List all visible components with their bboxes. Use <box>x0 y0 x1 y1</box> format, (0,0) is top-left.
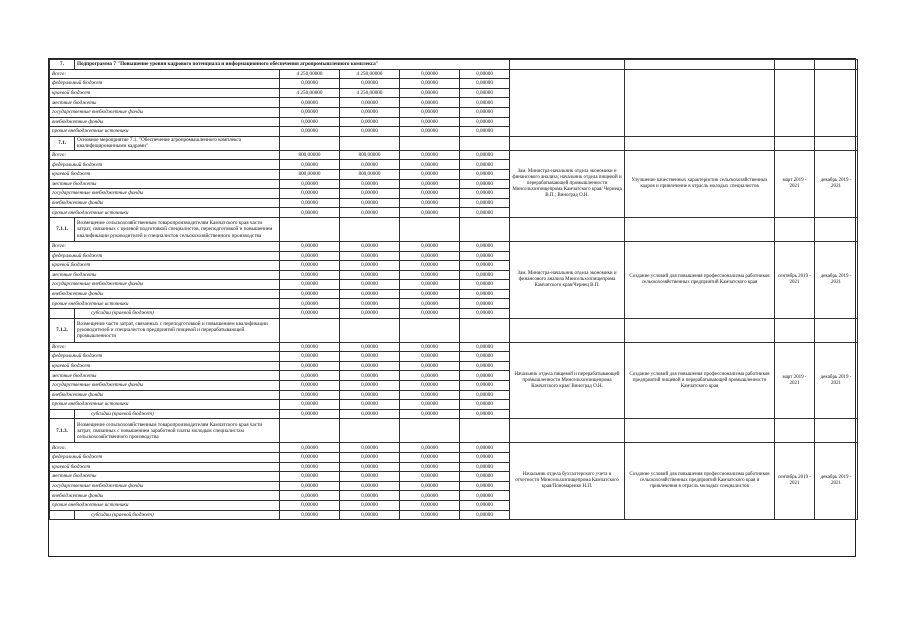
budget-value: 0,00000 <box>460 198 510 208</box>
budget-value: 0,00000 <box>460 127 510 137</box>
responsible-cell: Зам. Министра-начальник отдела экономики и финансового анализа Минсельхозпищепрома Камчатского края/Чернец В.П. <box>510 241 625 318</box>
budget-label: субсидии (краевой бюджет) <box>75 309 280 319</box>
budget-row <box>50 241 858 251</box>
budget-label: внебюджетные фонды <box>50 198 280 208</box>
budget-value: 800,00000 <box>340 150 400 160</box>
budget-value: 0,00000 <box>400 352 460 362</box>
budget-value: 0,00000 <box>400 472 460 482</box>
budget-label: федеральный бюджет <box>50 251 280 261</box>
cell <box>280 217 340 241</box>
cell <box>625 136 775 150</box>
budget-value: 0,00000 <box>280 371 340 381</box>
cell <box>280 136 340 150</box>
budget-value: 0,00000 <box>400 270 460 280</box>
event-index: 7.1.1. <box>50 217 75 241</box>
budget-value: 0,00000 <box>460 179 510 189</box>
budget-value: 0,00000 <box>340 309 400 319</box>
cell <box>340 318 400 342</box>
cell <box>775 217 815 241</box>
budget-value: 0,00000 <box>280 361 340 371</box>
event-index: 7.1.3. <box>50 419 75 443</box>
budget-value: 0,00000 <box>460 462 510 472</box>
cell <box>50 510 75 520</box>
program-header-row <box>50 60 858 70</box>
budget-value: 0,00000 <box>340 208 400 218</box>
budget-value: 0,00000 <box>280 299 340 309</box>
budget-value: 0,00000 <box>400 251 460 261</box>
budget-value: 0,00000 <box>280 241 340 251</box>
budget-label: Всего: <box>50 241 280 251</box>
budget-value: 0,00000 <box>400 361 460 371</box>
cell <box>460 318 510 342</box>
budget-value: 0,00000 <box>400 443 460 453</box>
cell <box>50 409 75 419</box>
budget-value: 0,00000 <box>280 251 340 261</box>
budget-value: 0,00000 <box>280 453 340 463</box>
responsible-cell: Начальник отдела пищевой и перерабатывающей промышленности Минсельхозпищепрома Камчатского края/ Виноград О.Н. <box>510 342 625 419</box>
budget-label: Всего: <box>50 342 280 352</box>
budget-value: 0,00000 <box>400 299 460 309</box>
cell <box>625 217 775 241</box>
event-header-row <box>50 318 858 342</box>
budget-value: 0,00000 <box>400 342 460 352</box>
end-date-cell: декабрь 2019 - 2021 <box>815 342 858 419</box>
budget-value: 0,00000 <box>340 381 400 391</box>
budget-label: прочие внебюджетные источники <box>50 500 280 510</box>
budget-label: внебюджетные фонды <box>50 289 280 299</box>
budget-value: 0,00000 <box>280 481 340 491</box>
budget-value: 0,00000 <box>460 443 510 453</box>
budget-value: 0,00000 <box>460 390 510 400</box>
result-cell: Создание условий для повышения профессионализма работников сельскохозяйственных предприятий Камчатского края и привлечения в отрасль молодых специалистов <box>625 443 775 520</box>
budget-value: 0,00000 <box>460 79 510 89</box>
budget-row <box>50 69 858 79</box>
event-title: Основное мероприятие 7.1. "Обеспечение агропромышленного комплекса квалифицированными кадрами" <box>75 136 280 150</box>
budget-value: 0,00000 <box>280 500 340 510</box>
budget-value: 0,00000 <box>400 107 460 117</box>
cell <box>510 217 625 241</box>
budget-label: прочие внебюджетные источники <box>50 127 280 137</box>
budget-value: 0,00000 <box>280 309 340 319</box>
budget-value: 0,00000 <box>340 361 400 371</box>
budget-value: 0,00000 <box>460 409 510 419</box>
budget-value: 0,00000 <box>400 98 460 108</box>
cell <box>340 217 400 241</box>
budget-value: 0,00000 <box>400 371 460 381</box>
event-header-row <box>50 419 858 443</box>
program-index: 7. <box>50 60 75 70</box>
budget-label: федеральный бюджет <box>50 79 280 89</box>
budget-row <box>50 443 858 453</box>
budget-value: 0,00000 <box>340 510 400 520</box>
budget-value: 0,00000 <box>460 299 510 309</box>
cell <box>460 217 510 241</box>
budget-value: 0,00000 <box>460 160 510 170</box>
budget-value: 0,00000 <box>400 289 460 299</box>
cell <box>280 419 340 443</box>
budget-value: 0,00000 <box>280 270 340 280</box>
budget-value: 0,00000 <box>460 189 510 199</box>
start-date-cell: сентябрь 2019 - 2021 <box>775 443 815 520</box>
budget-value: 0,00000 <box>340 462 400 472</box>
budget-value: 0,00000 <box>460 280 510 290</box>
start-date-cell: март 2019 - 2021 <box>775 342 815 419</box>
budget-value: 0,00000 <box>340 179 400 189</box>
budget-value: 0,00000 <box>400 390 460 400</box>
cell <box>400 318 460 342</box>
budget-value: 0,00000 <box>460 208 510 218</box>
budget-value: 0,00000 <box>400 198 460 208</box>
result-cell: Создание условий для повышения профессионализма работников сельскохозяйственных предприятий Камчатского края <box>625 241 775 318</box>
cell <box>340 136 400 150</box>
budget-label: краевой бюджет <box>50 462 280 472</box>
start-date-cell <box>775 69 815 136</box>
budget-value: 0,00000 <box>280 390 340 400</box>
budget-value: 0,00000 <box>280 342 340 352</box>
budget-value: 0,00000 <box>340 117 400 127</box>
budget-label: государственные внебюджетные фонды <box>50 481 280 491</box>
budget-value: 0,00000 <box>400 400 460 410</box>
budget-value: 0,00000 <box>400 491 460 501</box>
budget-value: 0,00000 <box>460 88 510 98</box>
budget-label: местные бюджеты <box>50 472 280 482</box>
budget-value: 0,00000 <box>340 371 400 381</box>
budget-value: 800,00000 <box>280 150 340 160</box>
cell <box>400 136 460 150</box>
budget-value: 0,00000 <box>280 189 340 199</box>
start-date-cell: сентябрь 2019 - 2021 <box>775 241 815 318</box>
event-index: 7.1.2. <box>50 318 75 342</box>
budget-row <box>50 342 858 352</box>
budget-value: 0,00000 <box>400 208 460 218</box>
program-table <box>49 59 858 520</box>
budget-value: 0,00000 <box>340 299 400 309</box>
budget-value: 0,00000 <box>460 472 510 482</box>
cell <box>510 419 625 443</box>
budget-label: государственные внебюджетные фонды <box>50 381 280 391</box>
cell <box>400 217 460 241</box>
budget-label: внебюджетные фонды <box>50 117 280 127</box>
budget-value: 0,00000 <box>280 381 340 391</box>
budget-value: 0,00000 <box>460 107 510 117</box>
budget-value: 4 250,00000 <box>280 88 340 98</box>
budget-label: прочие внебюджетные источники <box>50 400 280 410</box>
budget-value: 0,00000 <box>280 280 340 290</box>
budget-value: 0,00000 <box>280 491 340 501</box>
event-title: Возмещение сельскохозяйственным товаропроизводителям Камчатского края части затрат, связанных с целевой подготовкой специалистов, переподготовкой и повышением квалификации руководителей и специалистов сельскохозяйственного производства <box>75 217 280 241</box>
budget-value: 0,00000 <box>340 189 400 199</box>
cell <box>510 136 625 150</box>
budget-value: 0,00000 <box>340 453 400 463</box>
budget-value: 0,00000 <box>340 98 400 108</box>
budget-value: 0,00000 <box>280 409 340 419</box>
budget-label: государственные внебюджетные фонды <box>50 189 280 199</box>
budget-value: 800,00000 <box>280 169 340 179</box>
budget-value: 0,00000 <box>340 280 400 290</box>
budget-value: 0,00000 <box>340 491 400 501</box>
cell <box>50 309 75 319</box>
budget-value: 0,00000 <box>280 462 340 472</box>
budget-value: 0,00000 <box>460 371 510 381</box>
budget-value: 0,00000 <box>400 409 460 419</box>
budget-value: 0,00000 <box>460 241 510 251</box>
budget-value: 0,00000 <box>340 342 400 352</box>
cell <box>400 419 460 443</box>
budget-label: внебюджетные фонды <box>50 491 280 501</box>
budget-value: 0,00000 <box>340 400 400 410</box>
budget-value: 0,00000 <box>400 189 460 199</box>
cell <box>280 318 340 342</box>
budget-value: 0,00000 <box>340 443 400 453</box>
cell <box>510 318 625 342</box>
budget-label: Всего: <box>50 443 280 453</box>
budget-label: местные бюджеты <box>50 270 280 280</box>
budget-value: 0,00000 <box>400 117 460 127</box>
budget-value: 0,00000 <box>340 409 400 419</box>
start-date-cell: март 2019 - 2021 <box>775 150 815 217</box>
cell <box>340 419 400 443</box>
budget-value: 0,00000 <box>400 160 460 170</box>
event-index: 7.1. <box>50 136 75 150</box>
budget-value: 0,00000 <box>400 309 460 319</box>
end-date-cell: декабрь 2019 - 2021 <box>815 150 858 217</box>
budget-label: прочие внебюджетные источники <box>50 208 280 218</box>
budget-value: 0,00000 <box>280 208 340 218</box>
budget-value: 0,00000 <box>340 251 400 261</box>
budget-value: 0,00000 <box>340 352 400 362</box>
budget-value: 0,00000 <box>460 169 510 179</box>
result-cell: Создание условий для повышения профессионализма работников предприятий пищевой и перерабатывающей промышленности Камчатского края <box>625 342 775 419</box>
budget-label: государственные внебюджетные фонды <box>50 280 280 290</box>
budget-value: 0,00000 <box>460 361 510 371</box>
budget-value: 0,00000 <box>400 127 460 137</box>
budget-value: 0,00000 <box>460 381 510 391</box>
budget-value: 0,00000 <box>280 198 340 208</box>
budget-label: Всего: <box>50 69 280 79</box>
budget-value: 0,00000 <box>460 309 510 319</box>
budget-value: 0,00000 <box>400 241 460 251</box>
budget-value: 4 250,00000 <box>340 69 400 79</box>
budget-label: Всего: <box>50 150 280 160</box>
budget-label: федеральный бюджет <box>50 160 280 170</box>
budget-value: 0,00000 <box>400 169 460 179</box>
budget-value: 0,00000 <box>400 500 460 510</box>
budget-label: краевой бюджет <box>50 88 280 98</box>
budget-value: 0,00000 <box>400 280 460 290</box>
budget-label: краевой бюджет <box>50 261 280 271</box>
budget-value: 0,00000 <box>400 462 460 472</box>
cell <box>815 318 858 342</box>
budget-value: 0,00000 <box>280 79 340 89</box>
cell <box>815 136 858 150</box>
event-header-row <box>50 217 858 241</box>
budget-value: 0,00000 <box>340 500 400 510</box>
budget-value: 0,00000 <box>400 453 460 463</box>
budget-label: субсидии (краевой бюджет) <box>75 510 280 520</box>
end-date-cell <box>815 69 858 136</box>
budget-value: 0,00000 <box>460 342 510 352</box>
budget-value: 0,00000 <box>280 510 340 520</box>
budget-value: 0,00000 <box>400 381 460 391</box>
budget-value: 0,00000 <box>460 69 510 79</box>
budget-value: 0,00000 <box>460 453 510 463</box>
budget-value: 0,00000 <box>400 179 460 189</box>
budget-value: 0,00000 <box>460 261 510 271</box>
cell <box>460 136 510 150</box>
budget-value: 0,00000 <box>460 117 510 127</box>
budget-value: 0,00000 <box>460 150 510 160</box>
cell <box>815 419 858 443</box>
budget-label: федеральный бюджет <box>50 352 280 362</box>
budget-value: 4 250,00000 <box>340 88 400 98</box>
budget-value: 0,00000 <box>340 198 400 208</box>
end-date-cell: декабрь 2019 - 2021 <box>815 241 858 318</box>
budget-value: 0,00000 <box>460 289 510 299</box>
cell <box>775 318 815 342</box>
budget-value: 0,00000 <box>340 390 400 400</box>
budget-value: 0,00000 <box>460 510 510 520</box>
budget-value: 0,00000 <box>460 400 510 410</box>
budget-value: 0,00000 <box>280 107 340 117</box>
cell <box>775 419 815 443</box>
budget-value: 4 250,00000 <box>280 69 340 79</box>
event-title: Возмещение части затрат, связанных с переподготовкой и повышением квалификации руководителей и специалистов предприятий пищевой и перерабатывающей промышленности <box>75 318 280 342</box>
budget-value: 0,00000 <box>280 472 340 482</box>
budget-value: 0,00000 <box>400 510 460 520</box>
budget-value: 0,00000 <box>460 500 510 510</box>
budget-value: 0,00000 <box>280 179 340 189</box>
budget-value: 0,00000 <box>460 481 510 491</box>
budget-label: федеральный бюджет <box>50 453 280 463</box>
budget-value: 0,00000 <box>340 261 400 271</box>
budget-value: 0,00000 <box>280 400 340 410</box>
budget-value: 0,00000 <box>280 160 340 170</box>
budget-value: 0,00000 <box>340 481 400 491</box>
budget-value: 0,00000 <box>340 127 400 137</box>
budget-value: 0,00000 <box>340 241 400 251</box>
cell <box>815 217 858 241</box>
responsible-cell: Зам. Министра-начальник отдела экономики и финансового анализа; начальник отдела пищевой и перерабатывающей промышленности Минсельхозпищепрома Камчатского края/ Чернеца В.П.; Виноград О.Н. <box>510 150 625 217</box>
budget-value: 0,00000 <box>340 289 400 299</box>
budget-value: 0,00000 <box>460 352 510 362</box>
budget-value: 0,00000 <box>280 289 340 299</box>
budget-row <box>50 150 858 160</box>
cell <box>625 318 775 342</box>
event-header-row <box>50 136 858 150</box>
responsible-cell: Начальник отдела бухгалтерского учета и отчетности Минсельхозпищепрома Камчатского края/Пономаренко Н.П. <box>510 443 625 520</box>
budget-label: внебюджетные фонды <box>50 390 280 400</box>
budget-label: местные бюджеты <box>50 98 280 108</box>
budget-value: 0,00000 <box>280 98 340 108</box>
result-cell <box>625 69 775 136</box>
budget-value: 0,00000 <box>460 270 510 280</box>
budget-value: 0,00000 <box>400 481 460 491</box>
cell <box>625 419 775 443</box>
responsible-cell <box>510 69 625 136</box>
budget-label: местные бюджеты <box>50 179 280 189</box>
budget-value: 0,00000 <box>400 88 460 98</box>
budget-label: краевой бюджет <box>50 361 280 371</box>
end-date-cell: декабрь 2019 - 2021 <box>815 443 858 520</box>
budget-label: краевой бюджет <box>50 169 280 179</box>
cell <box>775 136 815 150</box>
budget-value: 0,00000 <box>400 69 460 79</box>
budget-value: 0,00000 <box>280 352 340 362</box>
budget-value: 0,00000 <box>340 270 400 280</box>
budget-value: 0,00000 <box>400 150 460 160</box>
budget-value: 0,00000 <box>280 261 340 271</box>
program-title: Подпрограмма 7 "Повышение уровня кадрового потенциала и информационного обеспечения агропромышленного комплекса" <box>75 60 510 70</box>
budget-value: 0,00000 <box>340 107 400 117</box>
budget-label: субсидии (краевой бюджет) <box>75 409 280 419</box>
document-table <box>48 58 856 557</box>
budget-value: 800,00000 <box>340 169 400 179</box>
budget-value: 0,00000 <box>340 472 400 482</box>
cell <box>460 419 510 443</box>
budget-value: 0,00000 <box>460 98 510 108</box>
budget-label: местные бюджеты <box>50 371 280 381</box>
budget-label: прочие внебюджетные источники <box>50 299 280 309</box>
result-cell: Улучшение качественных характеристик сельскохозяйственных кадров и привлечение в отрасль молодых специалистов <box>625 150 775 217</box>
budget-value: 0,00000 <box>280 443 340 453</box>
budget-value: 0,00000 <box>340 160 400 170</box>
budget-value: 0,00000 <box>340 79 400 89</box>
budget-value: 0,00000 <box>400 79 460 89</box>
budget-value: 0,00000 <box>400 261 460 271</box>
budget-value: 0,00000 <box>460 491 510 501</box>
budget-value: 0,00000 <box>460 251 510 261</box>
budget-value: 0,00000 <box>280 117 340 127</box>
budget-label: государственные внебюджетные фонды <box>50 107 280 117</box>
budget-value: 0,00000 <box>280 127 340 137</box>
event-title: Возмещение сельскохозяйственным товаропроизводителям Камчатского края части затрат, связанных с повышением заработной платы молодым специалистам сельскохозяйственного производства <box>75 419 280 443</box>
